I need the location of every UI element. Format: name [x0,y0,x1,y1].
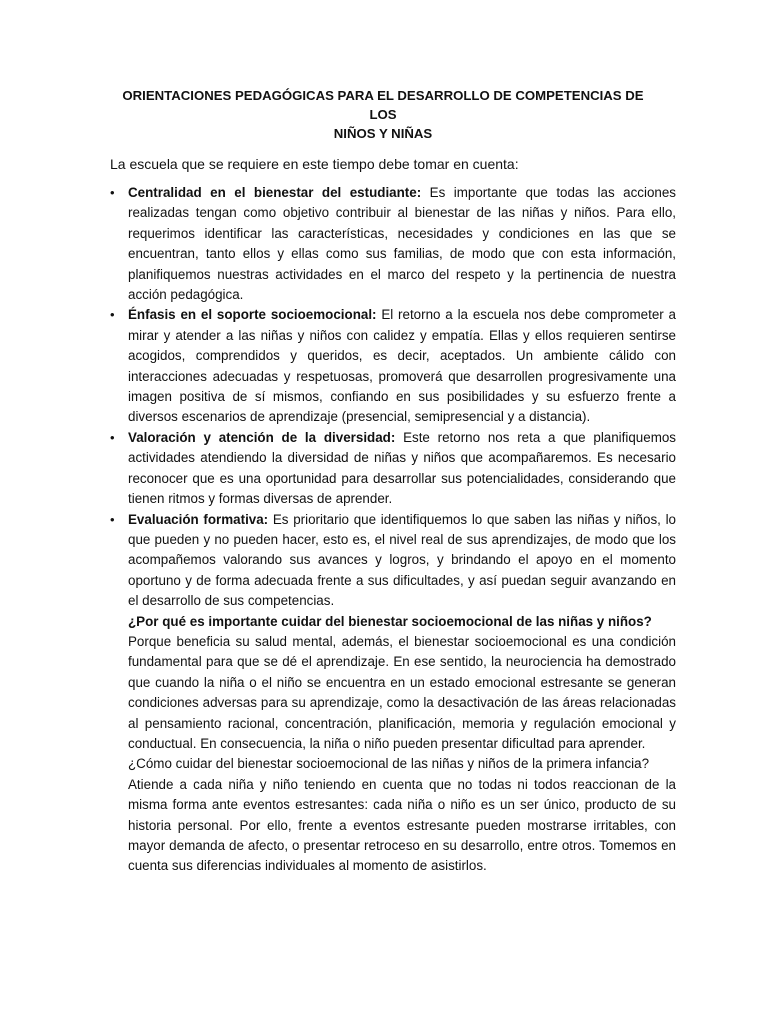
bullet-heading: Énfasis en el soporte socioemocional: [128,307,377,323]
bullet-item-evaluacion [110,510,676,612]
bullet-icon: • [110,185,115,200]
question-heading: ¿Cómo cuidar del bienestar socioemocional de las niñas y niños de la primera infancia? [128,756,650,772]
bullet-item-bienestar [110,183,676,305]
bullet-heading: Centralidad en el bienestar del estudiante: [128,185,422,200]
bullet-text: Es importante que todas las acciones realizadas tengan como objetivo contribuir al bienestar de las niñas y niños. Para ello, requerimos identificar las características, necesidades y condiciones en las que se encuentran, tanto ellos y ellas como sus familias, de modo que con esta información, planifiquemos nuestras actividades en el marco del respeto y la pertinencia de nuestra acción pedagógica. [128,185,677,303]
bullet-list [110,183,676,612]
bullet-heading: Valoración y atención de la diversidad: [128,429,396,445]
bullet-icon: • [110,511,115,527]
answer-paragraph: Porque beneficia su salud mental, además, el bienestar socioemocional es una condición fundamental para que se dé el aprendizaje. En ese sentido, la neurociencia ha demostrado que cuando la niña o el niño se encuentra en un estado emocional estresante se generan condiciones adversas para su aprendizaje, como la desactivación de las áreas relacionadas al pensamiento racional, concentración, planificación, memoria y regulación emocional y conductual. En consecuencia, la niña o niño pueden presentar dificultad para aprender. [128,633,676,751]
answer-paragraph: Atiende a cada niña y niño teniendo en cuenta que no todas ni todos reaccionan de la misma forma ante eventos estresantes: cada niña o niño es un ser único, producto de su historia personal. Por ello, frente a eventos estresante pueden mostrarse irritables, con mayor demanda de afecto, o presentar retroceso en su desarrollo, entre otros. Tomemos en cuenta sus diferencias individuales al momento de asistirlos. [128,776,676,874]
bullet-icon: • [110,429,115,445]
bullet-icon: • [110,307,115,323]
bullet-text: Este retorno nos reta a que planifiquemos actividades atendiendo la diversidad de niñas y niños que acompañaremos. Es necesario reconocer que es una oportunidad para desarrollar sus potencialidades, considerando que tienen ritmos y formas diversas de aprender. [128,429,676,507]
bullet-heading: Evaluación formativa: [128,511,269,527]
bullet-item-diversidad [110,428,676,510]
bullet-text: El retorno a la escuela nos debe comprometer a mirar y atender a las niñas y niños con calidez y empatía. Ellas y ellos requieren sentirse acogidos, comprendidos y queridos, es decir, aceptados. Un ambiente cálido con interacciones adecuadas y respetuosas, promoverá que desarrollen progresivamente una imagen positiva de sí mismos, confiando en sus posibilidades y su esfuerzo frente a diversos escenarios de aprendizaje (presencial, semipresencial y a distancia). [128,307,676,425]
question-heading: ¿Por qué es importante cuidar del bienestar socioemocional de las niñas y niños? [128,613,652,629]
document-title [110,86,676,143]
title-line-1: ORIENTACIONES PEDAGÓGICAS PARA EL DESARROLLO DE COMPETENCIAS DE LOS [122,88,644,122]
qa-section [110,612,676,877]
intro-paragraph: La escuela que se requiere en este tiempo debe tomar en cuenta: [110,156,519,172]
bullet-item-socioemocional [110,305,676,427]
title-line-2: NIÑOS Y NIÑAS [333,126,433,141]
bullet-text: Es prioritario que identifiquemos lo que saben las niñas y niños, lo que pueden y no pueden hacer, esto es, el nivel real de sus aprendizajes, de modo que los acompañemos valorando sus avances y logros, y brindando el apoyo en el momento oportuno y de forma adecuada frente a sus dificultades, y así puedan seguir avanzando en el desarrollo de sus competencias. [128,511,676,609]
